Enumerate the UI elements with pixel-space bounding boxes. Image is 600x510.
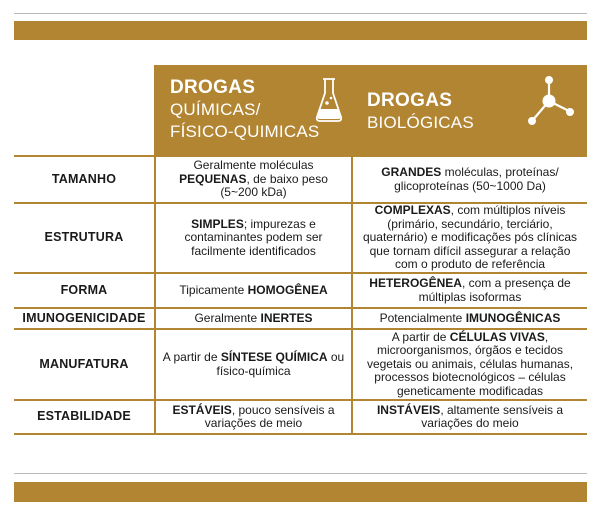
header-biological-subtitle: BIOLÓGICAS — [367, 113, 474, 132]
cell-biological-manufatura: A partir de CÉLULAS VIVAS, microorganismos, órgãos e tecidos vegetais ou animais, células humanas, processos biotecnológicos – células geneticamente modificadas — [366, 329, 574, 398]
header-chemical-subtitle-1: QUÍMICAS/ — [170, 100, 261, 119]
top-divider — [14, 13, 587, 14]
top-band — [14, 21, 587, 40]
row-label-tamanho: TAMANHO — [51, 171, 117, 186]
flask-icon — [314, 77, 344, 123]
cell-biological-forma: HETEROGÊNEA, com a presença de múltiplas isoformas — [369, 276, 571, 304]
cell-chemical-tamanho: Geralmente moléculas PEQUENAS, de baixo peso (5~200 kDa) — [179, 158, 328, 200]
row-label-imunogenicidade: IMUNOGENICIDADE — [22, 310, 146, 325]
cell-chemical-imunogenicidade: Geralmente INERTES — [194, 310, 313, 325]
cell-chemical-estabilidade: ESTÁVEIS, pouco sensíveis a variações de meio — [172, 402, 335, 430]
header-biological-title: DROGAS — [367, 90, 453, 111]
cell-chemical-estrutura: SIMPLES; impurezas e contaminantes podem ser facilmente identificados — [184, 216, 323, 258]
row-label-estabilidade: ESTABILIDADE — [37, 409, 131, 424]
header-chemical — [156, 65, 351, 155]
cell-biological-estabilidade: INSTÁVEIS, altamente sensíveis a variações do meio — [376, 402, 564, 430]
bottom-divider — [14, 473, 587, 474]
row-divider — [14, 433, 587, 435]
row-label-estrutura: ESTRUTURA — [44, 230, 124, 245]
cell-chemical-manufatura: A partir de SÍNTESE QUÍMICA ou físico-química — [162, 350, 345, 378]
row-label-forma: FORMA — [60, 282, 108, 297]
cell-chemical-forma: Tipicamente HOMOGÊNEA — [179, 282, 328, 297]
cell-biological-imunogenicidade: Potencialmente IMUNOGÊNICAS — [379, 310, 561, 325]
bottom-band — [14, 482, 587, 502]
cell-biological-estrutura: COMPLEXAS, com múltiplos níveis (primário, secundário, terciário, quaternário) e modificações pós clínicas que tornam difícil assegurar a relação com o produto de referência — [362, 203, 578, 272]
header-biological — [353, 65, 587, 155]
header-chemical-subtitle-2: FÍSICO-QUIMICAS — [170, 122, 320, 141]
cell-biological-tamanho: GRANDES moléculas, proteínas/ glicoproteínas (50~1000 Da) — [381, 165, 559, 193]
molecule-icon — [525, 73, 577, 129]
header-chemical-title: DROGAS — [170, 77, 256, 98]
row-label-manufatura: MANUFATURA — [39, 356, 129, 371]
